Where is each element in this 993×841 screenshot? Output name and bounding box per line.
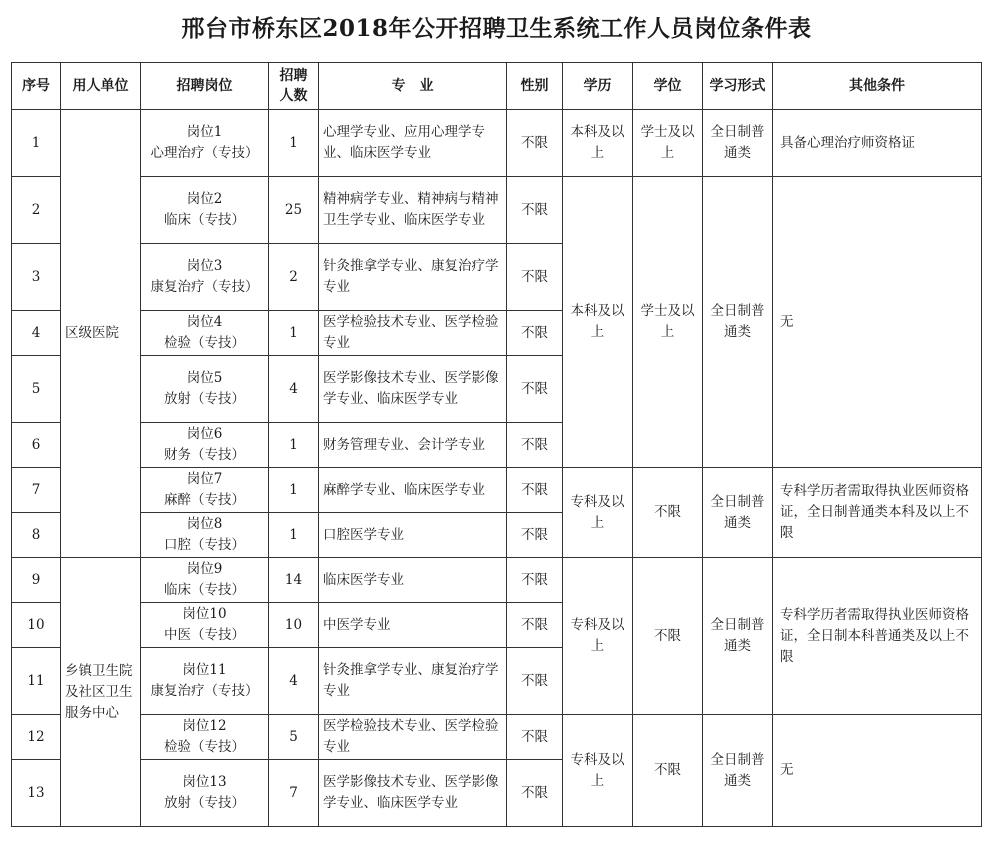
position-code: 岗位7 (186, 471, 223, 487)
position-type: 临床（专技） (164, 212, 245, 228)
position-code: 岗位2 (186, 191, 223, 207)
education-cell: 本科及以上 (563, 177, 633, 468)
other-cell: 专科学历者需取得执业医师资格证，全日制普通类本科及以上不限 (773, 468, 982, 558)
position-type: 口腔（专技） (164, 537, 245, 553)
position-code: 岗位10 (182, 606, 227, 622)
position-code: 岗位4 (186, 314, 223, 330)
major-cell: 财务管理专业、会计学专业 (319, 423, 507, 468)
gender-cell: 不限 (507, 110, 563, 177)
position-cell (141, 177, 269, 244)
education-cell: 专科及以上 (563, 558, 633, 715)
gender-cell: 不限 (507, 356, 563, 423)
table-row (12, 468, 982, 513)
major-cell: 针灸推拿学专业、康复治疗学专业 (319, 648, 507, 715)
row-no: 12 (12, 715, 61, 760)
position-cell (141, 423, 269, 468)
header-row (12, 63, 982, 110)
major-cell: 口腔医学专业 (319, 513, 507, 558)
header-count: 招聘人数 (269, 63, 319, 110)
major-cell: 医学影像技术专业、医学影像学专业、临床医学专业 (319, 760, 507, 827)
table-row (12, 177, 982, 244)
row-no: 3 (12, 244, 61, 311)
header-no: 序号 (12, 63, 61, 110)
study-form-cell: 全日制普通类 (703, 110, 773, 177)
gender-cell: 不限 (507, 760, 563, 827)
count-cell: 5 (269, 715, 319, 760)
position-type: 康复治疗（专技） (150, 279, 259, 295)
count-cell: 7 (269, 760, 319, 827)
degree-cell: 不限 (633, 468, 703, 558)
position-code: 岗位1 (186, 124, 223, 140)
position-cell (141, 513, 269, 558)
degree-cell: 学士及以上 (633, 110, 703, 177)
education-cell: 本科及以上 (563, 110, 633, 177)
header-degree: 学位 (633, 63, 703, 110)
header-position: 招聘岗位 (141, 63, 269, 110)
position-code: 岗位12 (182, 718, 227, 734)
row-no: 1 (12, 110, 61, 177)
header-education: 学历 (563, 63, 633, 110)
unit-cell: 乡镇卫生院及社区卫生服务中心 (61, 558, 141, 827)
table-row (12, 558, 982, 603)
row-no: 2 (12, 177, 61, 244)
count-cell: 25 (269, 177, 319, 244)
position-cell (141, 760, 269, 827)
row-no: 4 (12, 311, 61, 356)
position-type: 麻醉（专技） (164, 492, 245, 508)
position-type: 心理治疗（专技） (150, 145, 259, 161)
position-type: 检验（专技） (164, 335, 245, 351)
position-type: 中医（专技） (164, 627, 245, 643)
position-code: 岗位3 (186, 258, 223, 274)
count-cell: 1 (269, 110, 319, 177)
major-cell: 医学检验技术专业、医学检验专业 (319, 715, 507, 760)
major-cell: 中医学专业 (319, 603, 507, 648)
position-cell (141, 603, 269, 648)
header-unit: 用人单位 (61, 63, 141, 110)
position-cell (141, 110, 269, 177)
position-cell (141, 244, 269, 311)
position-code: 岗位13 (182, 774, 227, 790)
other-cell: 具备心理治疗师资格证 (773, 110, 982, 177)
gender-cell: 不限 (507, 177, 563, 244)
position-type: 检验（专技） (164, 739, 245, 755)
other-cell: 无 (773, 177, 982, 468)
position-cell (141, 715, 269, 760)
header-major: 专 业 (319, 63, 507, 110)
count-cell: 1 (269, 423, 319, 468)
education-cell: 专科及以上 (563, 468, 633, 558)
position-cell (141, 468, 269, 513)
row-no: 7 (12, 468, 61, 513)
study-form-cell: 全日制普通类 (703, 558, 773, 715)
count-cell: 1 (269, 468, 319, 513)
header-gender: 性别 (507, 63, 563, 110)
count-cell: 4 (269, 648, 319, 715)
position-code: 岗位11 (182, 662, 227, 678)
major-cell: 针灸推拿学专业、康复治疗学专业 (319, 244, 507, 311)
position-cell (141, 648, 269, 715)
count-cell: 1 (269, 311, 319, 356)
position-type: 临床（专技） (164, 582, 245, 598)
gender-cell: 不限 (507, 468, 563, 513)
position-type: 放射（专技） (164, 391, 245, 407)
position-type: 放射（专技） (164, 795, 245, 811)
count-cell: 1 (269, 513, 319, 558)
position-type: 财务（专技） (164, 447, 245, 463)
position-type: 康复治疗（专技） (150, 683, 259, 699)
major-cell: 医学检验技术专业、医学检验专业 (319, 311, 507, 356)
row-no: 8 (12, 513, 61, 558)
table-row (12, 110, 982, 177)
gender-cell: 不限 (507, 311, 563, 356)
major-cell: 精神病学专业、精神病与精神卫生学专业、临床医学专业 (319, 177, 507, 244)
major-cell: 心理学专业、应用心理学专业、临床医学专业 (319, 110, 507, 177)
degree-cell: 不限 (633, 558, 703, 715)
position-code: 岗位5 (186, 370, 223, 386)
table-row (12, 715, 982, 760)
position-table (11, 62, 982, 827)
gender-cell: 不限 (507, 244, 563, 311)
count-cell: 2 (269, 244, 319, 311)
study-form-cell: 全日制普通类 (703, 177, 773, 468)
education-cell: 专科及以上 (563, 715, 633, 827)
row-no: 6 (12, 423, 61, 468)
position-code: 岗位8 (186, 516, 223, 532)
study-form-cell: 全日制普通类 (703, 715, 773, 827)
row-no: 13 (12, 760, 61, 827)
gender-cell: 不限 (507, 513, 563, 558)
unit-cell: 区级医院 (61, 110, 141, 558)
gender-cell: 不限 (507, 648, 563, 715)
degree-cell: 学士及以上 (633, 177, 703, 468)
count-cell: 14 (269, 558, 319, 603)
row-no: 5 (12, 356, 61, 423)
gender-cell: 不限 (507, 423, 563, 468)
header-other: 其他条件 (773, 63, 982, 110)
gender-cell: 不限 (507, 603, 563, 648)
gender-cell: 不限 (507, 715, 563, 760)
position-cell (141, 356, 269, 423)
page-title: 邢台市桥东区2018年公开招聘卫生系统工作人员岗位条件表 (181, 15, 812, 42)
study-form-cell: 全日制普通类 (703, 468, 773, 558)
gender-cell: 不限 (507, 558, 563, 603)
position-code: 岗位9 (186, 561, 223, 577)
row-no: 10 (12, 603, 61, 648)
major-cell: 临床医学专业 (319, 558, 507, 603)
other-cell: 专科学历者需取得执业医师资格证，全日制本科普通类及以上不限 (773, 558, 982, 715)
count-cell: 4 (269, 356, 319, 423)
major-cell: 医学影像技术专业、医学影像学专业、临床医学专业 (319, 356, 507, 423)
row-no: 9 (12, 558, 61, 603)
row-no: 11 (12, 648, 61, 715)
major-cell: 麻醉学专业、临床医学专业 (319, 468, 507, 513)
count-cell: 10 (269, 603, 319, 648)
position-cell (141, 558, 269, 603)
degree-cell: 不限 (633, 715, 703, 827)
position-code: 岗位6 (186, 426, 223, 442)
other-cell: 无 (773, 715, 982, 827)
header-study-form: 学习形式 (703, 63, 773, 110)
position-cell (141, 311, 269, 356)
